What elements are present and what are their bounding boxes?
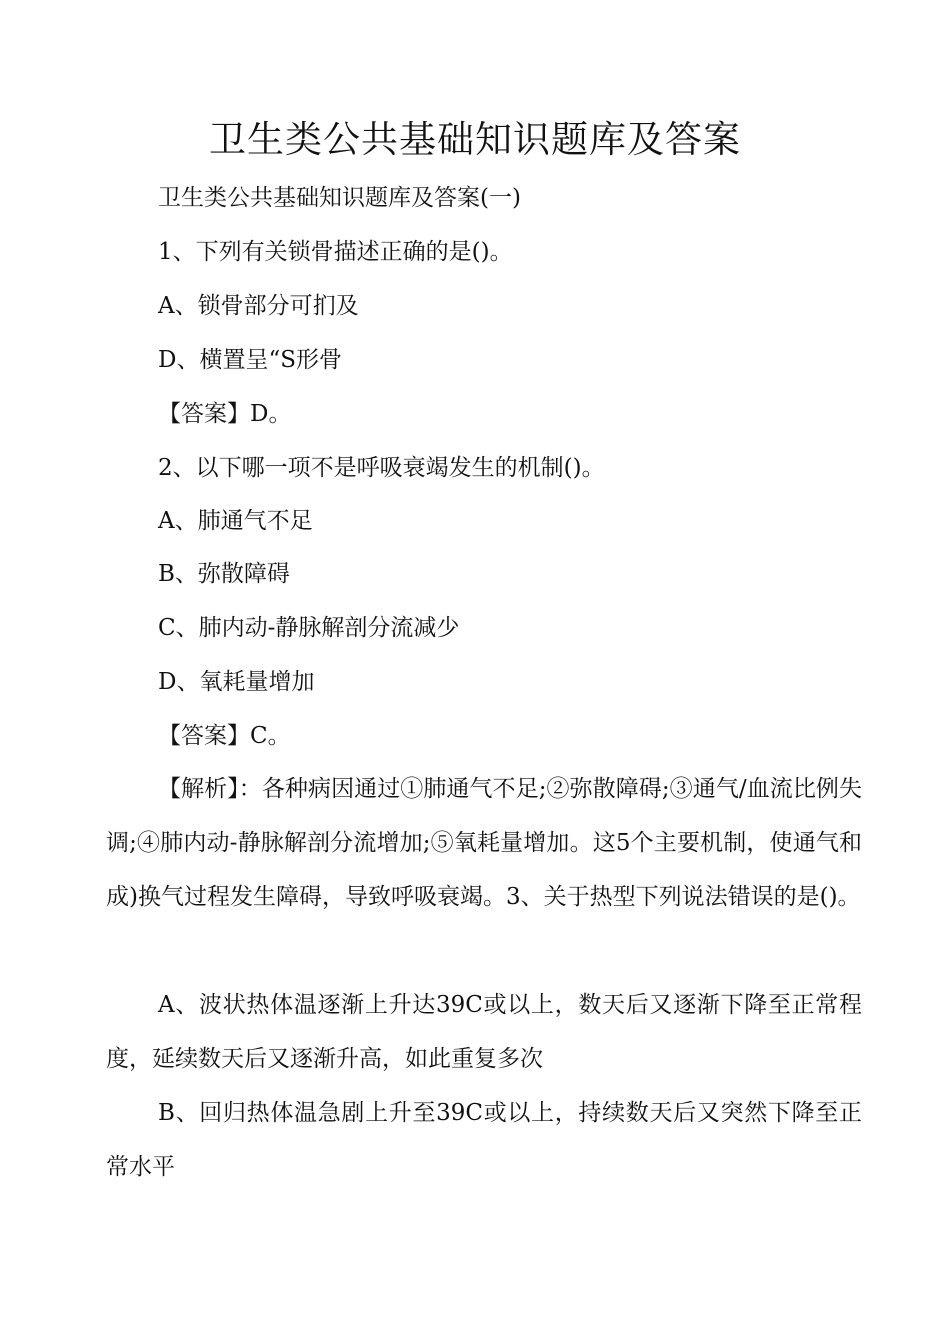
document-title: 卫生类公共基础知识题库及答案 [209,118,741,161]
question-1-option-d: D、横置呈“S形骨 [158,347,342,373]
question-2-option-a: A、肺通气不足 [158,508,313,534]
question-2-option-b: B、弥散障碍 [158,561,290,587]
question-1: 1、下列有关锁骨描述正确的是()。 [158,239,513,265]
question-2-answer: 【答案】C。 [158,723,291,749]
question-1-answer: 【答案】D。 [158,401,292,427]
question-2-analysis: 【解析】：各种病因通过①肺通气不足;②弥散障碍;③通气/血流比例失调;④肺内动-静脉解剖分流增加;⑤氧耗量增加。这5个主要机制，使通气和成)换气过程发生障碍，导致呼吸衰竭。3、关于热型下列说法错误的是()。 [106,776,862,910]
question-3-option-a: A、波状热体温逐渐上升达39C或以上，数天后又逐渐下降至正常程度，延续数天后又逐渐升高，如此重复多次 [106,992,862,1072]
question-1-option-a: A、锁骨部分可扪及 [158,293,359,319]
document-subtitle: 卫生类公共基础知识题库及答案(一) [158,185,521,211]
question-3-option-b: B、回归热体温急剧上升至39C或以上，持续数天后又突然下降至正常水平 [106,1100,862,1180]
question-2-option-c: C、肺内动-静脉解剖分流减少 [158,615,460,641]
question-2: 2、以下哪一项不是呼吸衰竭发生的机制()。 [158,455,605,481]
question-2-option-d: D、氧耗量增加 [158,669,315,695]
